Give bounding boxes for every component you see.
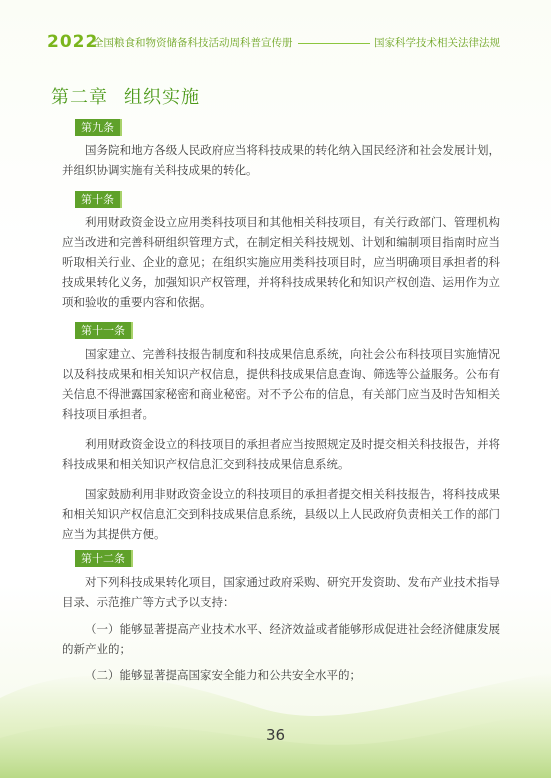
article-label: 第十一条 (75, 322, 133, 339)
article-paragraph: 利用财政资金设立应用类科技项目和其他相关科技项目，有关行政部门、管理机构应当改进和完善科研组织管理方式，在制定相关科技规划、计划和编制项目指南时应当听取相关行业、企业的意见；在组织实施应用类科技项目时，应当明确项目承担者的科技成果转化义务，加强知识产权管理，并将科技成果转化和知识产权创造、运用作为立项和验收的重要内容和依据。 (62, 215, 500, 309)
article-paragraph: 利用财政资金设立的科技项目的承担者应当按照规定及时提交相关科技报告，并将科技成果和相关知识产权信息汇交到科技成果信息系统。 (62, 437, 500, 471)
header-divider (298, 43, 370, 44)
article-paragraph: 国务院和地方各级人民政府应当将科技成果的转化纳入国民经济和社会发展计划，并组织协调实施有关科技成果的转化。 (62, 143, 500, 177)
article-paragraph: 国家鼓励利用非财政资金设立的科技项目的承担者提交相关科技报告，将科技成果和相关知识产权信息汇交到科技成果信息系统，县级以上人民政府负责相关工作的部门应当为其提供方便。 (62, 487, 500, 541)
chapter-heading (51, 87, 200, 109)
chapter-number: 第二章 (51, 87, 108, 108)
decorative-hills (0, 638, 551, 778)
header-series-title: 全国粮食和物资储备科技活动周科普宣传册 (93, 37, 293, 49)
article-label: 第十二条 (75, 550, 133, 567)
header-section-title: 国家科学技术相关法律法规 (374, 37, 500, 49)
article-paragraph: 国家建立、完善科技报告制度和科技成果信息系统，向社会公布科技项目实施情况以及科技成果和相关知识产权信息，提供科技成果信息查询、筛选等公益服务。公布有关信息不得泄露国家秘密和商业秘密。对不予公布的信息，有关部门应当及时告知相关科技项目承担者。 (62, 347, 500, 421)
header-year: 2022 (47, 32, 99, 52)
article-paragraph: 对下列科技成果转化项目，国家通过政府采购、研究开发资助、发布产业技术指导目录、示范推广等方式予以支持： (62, 575, 500, 609)
article-paragraph: （一）能够显著提高产业技术水平、经济效益或者能够形成促进社会经济健康发展的新产业的； (62, 622, 500, 656)
article-label: 第九条 (75, 119, 122, 136)
page-header (0, 0, 551, 54)
article-paragraph: （二）能够显著提高国家安全能力和公共安全水平的； (85, 668, 361, 682)
page-number: 36 (265, 726, 286, 744)
article-label: 第十条 (75, 191, 122, 208)
chapter-title: 组织实施 (124, 87, 200, 108)
